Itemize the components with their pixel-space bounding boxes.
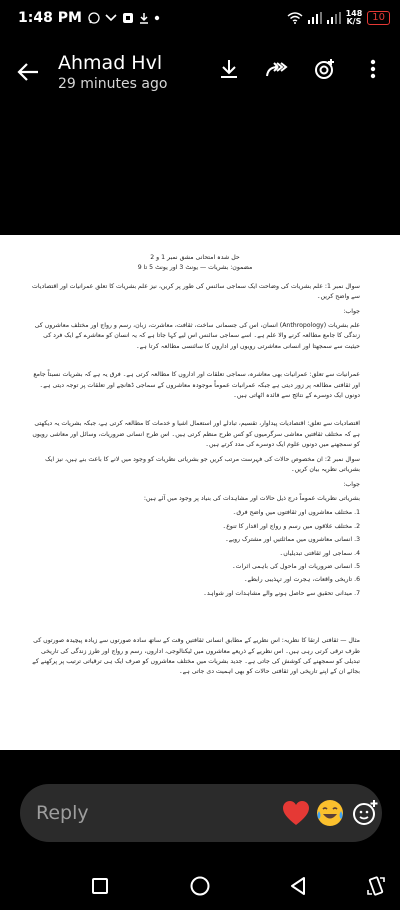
list-item: 1. مختلف معاشروں اور ثقافتوں میں واضح فرق۔ — [232, 509, 360, 517]
whatsapp-icon — [88, 12, 100, 24]
paragraph-example: مثال — ثقافتی ارتقا کا نظریہ: اس نظریے کے مطابق انسانی ثقافتیں وقت کے ساتھ سادہ صورتوں سے زیادہ پیچیدہ صورتوں کی طرف ترقی کرتی رہی ہیں۔ اس نظریے کے ذریعے معاشروں میں ٹیکنالوجی، اداروں، رسم و رواج اور طرز زندگی کی تاریخی تبدیلی کو سمجھنے کی کوشش کی جاتی ہے۔ جدید بشریات میں مختلف معاشروں کو صرف ایک ہی ترقیاتی ترتیب پر پرکھنے کے بجائے ان کے اپنے تاریخی اور ثقافتی حالات کو بھی اہمیت دی جاتی ہے۔ — [32, 637, 360, 676]
reply-input[interactable] — [36, 802, 279, 824]
list-item: 3. انسانی معاشروں میں مماثلتیں اور مشترک رویے۔ — [225, 536, 360, 544]
list-item: 2. مختلف علاقوں میں رسم و رواج اور اقدار کا تنوع۔ — [222, 522, 360, 530]
signal-2-icon — [327, 12, 341, 24]
heart-reaction-button[interactable] — [279, 791, 313, 835]
triangle-back-icon — [289, 876, 307, 896]
net-speed — [346, 10, 363, 26]
signal-icon — [308, 12, 322, 24]
list-item: 7. میدانی تحقیق سے حاصل ہونے والے مشاہدات اور شواہد۔ — [203, 589, 360, 597]
rotate-icon — [366, 876, 386, 896]
forward-button[interactable] — [256, 48, 298, 90]
question-1: سوال نمبر 1: علم بشریات کی وضاحت ایک سماجی سائنس کی طور پر کریں، نیز علم بشریات کا تعلق عمرانیات اور اقتصادیات سے واضح کریں۔ — [32, 282, 360, 301]
message-timestamp: 29 minutes ago — [58, 76, 168, 92]
status-time: 1:48 PM — [18, 10, 82, 26]
download-status-icon — [139, 12, 149, 24]
recents-button[interactable] — [86, 872, 114, 900]
back-arrow-icon — [17, 62, 39, 82]
reply-bar — [20, 784, 382, 842]
more-options-button[interactable] — [352, 48, 394, 90]
document-title-line2: مضمون: بشریات — یونٹ 3 اور یونٹ 5 تا 9 — [137, 264, 253, 272]
sender-name: Ahmad Hvl — [58, 52, 163, 74]
chevron-down-icon — [105, 14, 117, 22]
status-left — [18, 10, 160, 26]
download-button[interactable] — [208, 48, 250, 90]
rotate-button[interactable] — [362, 872, 390, 900]
notification-icons — [88, 12, 160, 24]
spacer — [30, 602, 360, 636]
laugh-reaction-button[interactable] — [313, 791, 347, 835]
list-item: 5. انسانی ضروریات اور ماحول کی باہمی اثرات۔ — [232, 562, 360, 570]
tears-of-joy-icon — [315, 798, 345, 828]
office-app-icon — [122, 12, 134, 24]
lens-button[interactable] — [304, 48, 346, 90]
paragraph-sociology: عمرانیات سے تعلق: عمرانیات بھی معاشرہ، سماجی تعلقات اور اداروں کا مطالعہ کرتی ہے۔ فرق یہ ہے کہ بشریات نسبتاً جامع اور ثقافتی مطالعہ پر زور دیتی ہے جبکہ عمرانیات عموماً موجودہ معاشروں کے سماجی ڈھانچے اور تعلقات پر توجہ دیتی ہے۔ دونوں ایک دوسرے کے نتائج سے فائدہ اٹھاتی ہیں۔ — [33, 371, 360, 400]
add-emoji-icon — [351, 799, 379, 827]
answer-label-2: جواب: — [343, 480, 360, 488]
forward-icon — [265, 59, 289, 79]
status-bar — [0, 0, 400, 36]
question-2: سوال نمبر 2: ان مخصوص حالات کی فہرست مرتب کریں جو بشریاتی نظریات کو وجود میں لانے کا باعث بنے ہیں، نیز ایک بشریاتی نظریہ بیان کریں۔ — [45, 455, 360, 474]
list-item: 6. تاریخی واقعات، ہجرت اور تہذیبی رابطے۔ — [243, 576, 360, 584]
home-button[interactable] — [186, 872, 214, 900]
list-intro: بشریاتی نظریات عموماً درج ذیل حالات اور مشاہدات کی بنیاد پر وجود میں آئے ہیں: — [143, 494, 360, 502]
status-right — [287, 10, 390, 26]
sender-info — [58, 52, 167, 92]
add-reaction-button[interactable] — [348, 791, 382, 835]
spacer — [30, 356, 360, 370]
back-nav-button[interactable] — [284, 872, 312, 900]
net-speed-unit: K/S — [346, 17, 362, 26]
net-speed-value: 148 — [345, 9, 363, 18]
battery-indicator: 10 — [367, 11, 390, 25]
spacer — [30, 405, 360, 419]
back-button[interactable] — [4, 48, 52, 96]
header-actions — [208, 48, 394, 90]
document-title-line1: حل شدہ امتحانی مشق نمبر 1 و 2 — [150, 254, 240, 261]
shared-document-image[interactable] — [0, 235, 400, 750]
recents-icon — [91, 877, 109, 895]
viewer-header — [0, 40, 400, 104]
home-icon — [189, 875, 211, 897]
heart-icon — [282, 800, 310, 826]
paragraph-economics: اقتصادیات سے تعلق: اقتصادیات پیداوار، تقسیم، تبادلے اور استعمال اشیا و خدمات کا مطالعہ کرتی ہے، جبکہ بشریات یہ دیکھتی ہے کہ مختلف ثقافتیں معاشی سرگرمیوں کو کس طرح منظم کرتی ہیں۔ اس طرح انسانی ضروریات، وسائل اور معاشی رویوں کو سمجھنے میں دونوں علوم ایک دوسرے کی مدد کرتے ہیں۔ — [32, 420, 360, 449]
more-vertical-icon — [370, 59, 376, 79]
download-icon — [218, 58, 240, 80]
lens-icon — [313, 57, 337, 81]
system-nav-bar — [0, 862, 400, 910]
document-title — [30, 253, 360, 274]
list-item: 4. سماجی اور ثقافتی تبدیلیاں۔ — [279, 549, 360, 557]
conditions-list — [30, 508, 360, 599]
answer-label-1: جواب: — [343, 307, 360, 315]
dot-icon — [154, 15, 160, 21]
paragraph-anthropology: علم بشریات (Anthropology) انسان، اس کی جسمانی ساخت، ثقافت، معاشرت، زبان، رسم و رواج اور مختلف معاشروں کی زندگی کا جامع مطالعہ کرنے والا علم ہے۔ اسے سماجی سائنس اس لیے کہا جاتا ہے کہ یہ انسان کو معاشرے کے ایک فرد کی حیثیت سے سمجھتا اور انسانی معاشرتی رویوں اور اداروں کا سائنسی مطالعہ کرتا ہے۔ — [34, 322, 360, 350]
wifi-icon — [287, 12, 303, 24]
